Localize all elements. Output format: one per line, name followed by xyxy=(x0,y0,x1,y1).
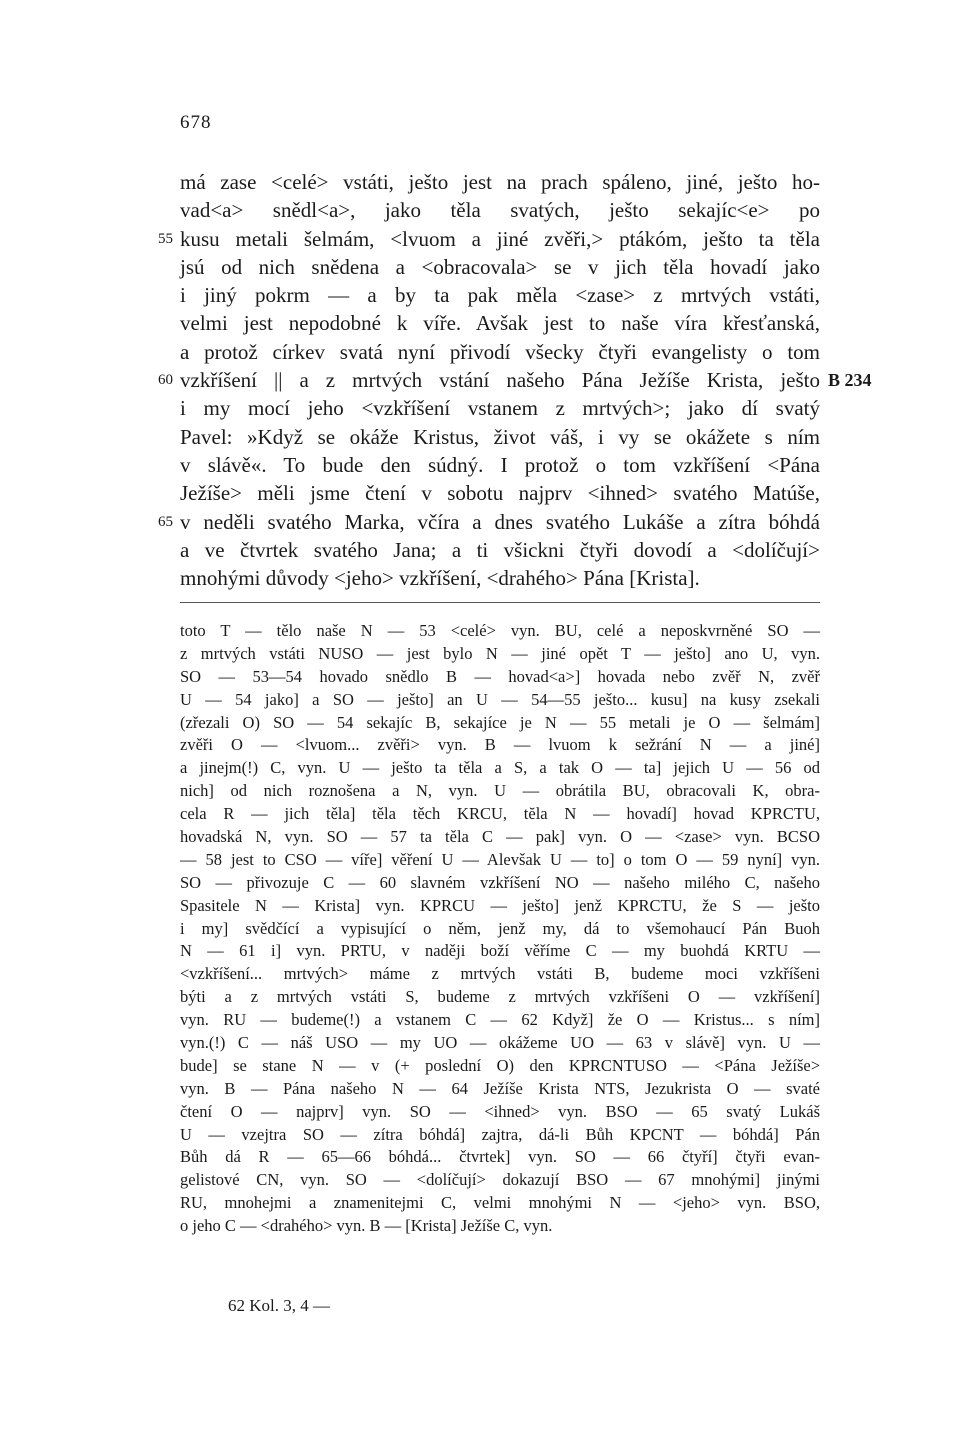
text-line-content: kusu metali šelmám, <lvuom a jiné zvěři,> ptákóm, ješto ta těla xyxy=(180,226,820,251)
footnote-divider xyxy=(180,602,820,603)
note-line: Spasitele N — Krista] vyn. KPRCU — ješto] jenž KPRCTU, že S — ješto xyxy=(180,895,820,915)
text-line xyxy=(180,394,820,422)
note-line: Bůh dá R — 65—66 bóhdá... čtvrtek] vyn. SO — 66 čtyří] čtyři evan- xyxy=(180,1147,820,1167)
margin-reference: B 234 xyxy=(828,370,872,391)
note-line: čtení O — najprv] vyn. SO — <ihned> vyn. BSO — 65 svatý Lukáš xyxy=(180,1101,820,1121)
text-line-content: v neděli svatého Marka, včíra a dnes svatého Lukáše a zítra bóhdá xyxy=(180,509,820,534)
text-line xyxy=(158,366,872,394)
text-line xyxy=(180,338,820,366)
note-line: bude] se stane N — v (+ poslední O) den KPRCNTUSO — <Pána Ježíše> xyxy=(180,1055,820,1075)
footer-signature: 62 Kol. 3, 4 — xyxy=(228,1296,330,1315)
note-line: RU, mnohejmi a znamenitejmi C, velmi mnohými N — <jeho> vyn. BSO, xyxy=(180,1193,820,1213)
text-line-content: Ježíše> měli jsme čtení v sobotu najprv <ihned> svatého Matúše, xyxy=(180,481,820,506)
note-line: U — vzejtra SO — zítra bóhdá] zajtra, dá-li Bůh KPCNT — bóhdá] Pán xyxy=(180,1124,820,1144)
text-line xyxy=(180,309,820,337)
text-line-content: a ve čtvrtek svatého Jana; a ti všickni čtyři dovodí a <dolíčují> xyxy=(180,537,820,562)
text-line-content: mnohými důvody <jeho> vzkříšení, <drahého> Pána [Krista]. xyxy=(180,566,700,591)
note-line: (zřezali O) SO — 54 sekajíc B, sekajíce je N — 55 metali je O — šelmám] xyxy=(180,712,820,732)
text-line xyxy=(180,451,820,479)
note-line: vyn. B — Pána našeho N — 64 Ježíše Krista NTS, Jezukrista O — svaté xyxy=(180,1078,820,1098)
line-number: 65 xyxy=(158,513,173,530)
text-line-content: má zase <celé> vstáti, ješto jest na prach spáleno, jiné, ješto ho- xyxy=(180,170,820,194)
text-line-content: jsú od nich snědena a <obracovala> se v jich těla hovadí jako xyxy=(180,254,820,279)
note-line: — 58 jest to CSO — víře] věření U — Alevšak U — to] o tom O — 59 nyní] vyn. xyxy=(180,849,820,869)
text-line xyxy=(180,281,820,309)
note-line: <vzkříšení... mrtvých> máme z mrtvých vstáti B, budeme moci vzkříšeni xyxy=(180,964,820,984)
note-line: nich] od nich roznošena a N, vyn. U — obrátila BU, obracovali K, obra- xyxy=(180,781,820,801)
text-line xyxy=(158,225,820,253)
note-line: gelistové CN, vyn. SO — <dolíčují> dokazují BSO — 67 mnohými] jinými xyxy=(180,1170,820,1190)
note-line: vyn. RU — budeme(!) a vstanem C — 62 Když] že O — Kristus... s ním] xyxy=(180,1010,820,1030)
note-line: vyn.(!) C — náš USO — my UO — okážeme UO — 63 v slávě] vyn. U — xyxy=(180,1033,820,1053)
line-number: 55 xyxy=(158,230,173,247)
text-line xyxy=(180,196,820,224)
text-line-content: i my mocí jeho <vzkříšení vstanem z mrtvých>; jako dí svatý xyxy=(180,396,820,421)
text-line xyxy=(180,168,820,196)
note-line: cela R — jich těla] těla těch KRCU, tĕla N — hovadí] hovad KPRCTU, xyxy=(180,804,820,824)
note-line: o jeho C — <drahého> vyn. B — [Krista] Ježíše C, vyn. xyxy=(180,1216,553,1236)
page-number: 678 xyxy=(180,112,212,133)
note-line: i my] svědčící a vypisující o něm, jenž my, dá to všemohaucí Pán Buoh xyxy=(180,918,820,938)
text-line-content: i jiný pokrm — a by ta pak měla <zase> z mrtvých vstáti, xyxy=(180,283,820,308)
text-line xyxy=(180,253,820,281)
note-line: zvěři O — <lvuom... zvěři> vyn. B — lvuom k sežrání N — a jiné] xyxy=(180,735,820,755)
text-line xyxy=(180,564,820,592)
note-line: N — 61 i] vyn. PRTU, v naději boží věříme C — my buohdá KRTU — xyxy=(180,941,820,961)
note-line: býti a z mrtvých vstáti S, budeme z mrtvých vzkříšeni O — vzkříšení] xyxy=(180,987,820,1007)
line-number: 60 xyxy=(158,372,173,389)
text-line xyxy=(180,536,820,564)
text-line-content: vzkříšení || a z mrtvých vstání našeho Pána Ježíše Krista, ješto xyxy=(180,368,820,393)
note-line: toto T — tělo naše N — 53 <celé> vyn. BU, celé a neposkvrněné SO — xyxy=(180,621,820,640)
note-line: SO — přivozuje C — 60 slavném vzkříšení NO — našeho milého C, našeho xyxy=(180,872,820,892)
note-line: a jinejm(!) C, vyn. U — ješto ta těla a S, a tak O — ta] jejich U — 56 od xyxy=(180,758,820,778)
critical-apparatus xyxy=(180,620,820,1238)
note-line: z mrtvých vstáti NUSO — jest bylo N — jiné opět T — ješto] ano U, vyn. xyxy=(180,643,820,663)
note-line: hovadská N, vyn. SO — 57 ta těla C — pak] vyn. O — <zase> vyn. BCSO xyxy=(180,827,820,847)
text-line-content: Pavel: »Když se okáže Kristus, život váš, i vy se okážete s ním xyxy=(180,424,820,449)
text-line-content: a protož církev svatá nyní přivodí všecky čtyři evangelisty o tom xyxy=(180,339,820,364)
text-line-content: velmi jest nepodobné k víře. Avšak jest to naše víra křesťanská, xyxy=(180,311,820,336)
text-line-content: v slávě«. To bude den súdný. I protož o tom vzkříšení <Pána xyxy=(180,452,820,477)
main-text xyxy=(158,168,872,592)
text-line-content: vad<a> snědl<a>, jako těla svatých, ješto sekajíc<e> po xyxy=(180,198,820,223)
text-line xyxy=(180,423,820,451)
text-line xyxy=(158,508,820,536)
note-line: U — 54 jako] a SO — ješto] an U — 54—55 ješto... kusu] na kusy zsekali xyxy=(180,689,820,709)
text-line xyxy=(180,479,820,507)
note-line: SO — 53—54 hovado snědlo B — hovad<a>] hovada nebo zvěř N, zvěř xyxy=(180,666,820,686)
